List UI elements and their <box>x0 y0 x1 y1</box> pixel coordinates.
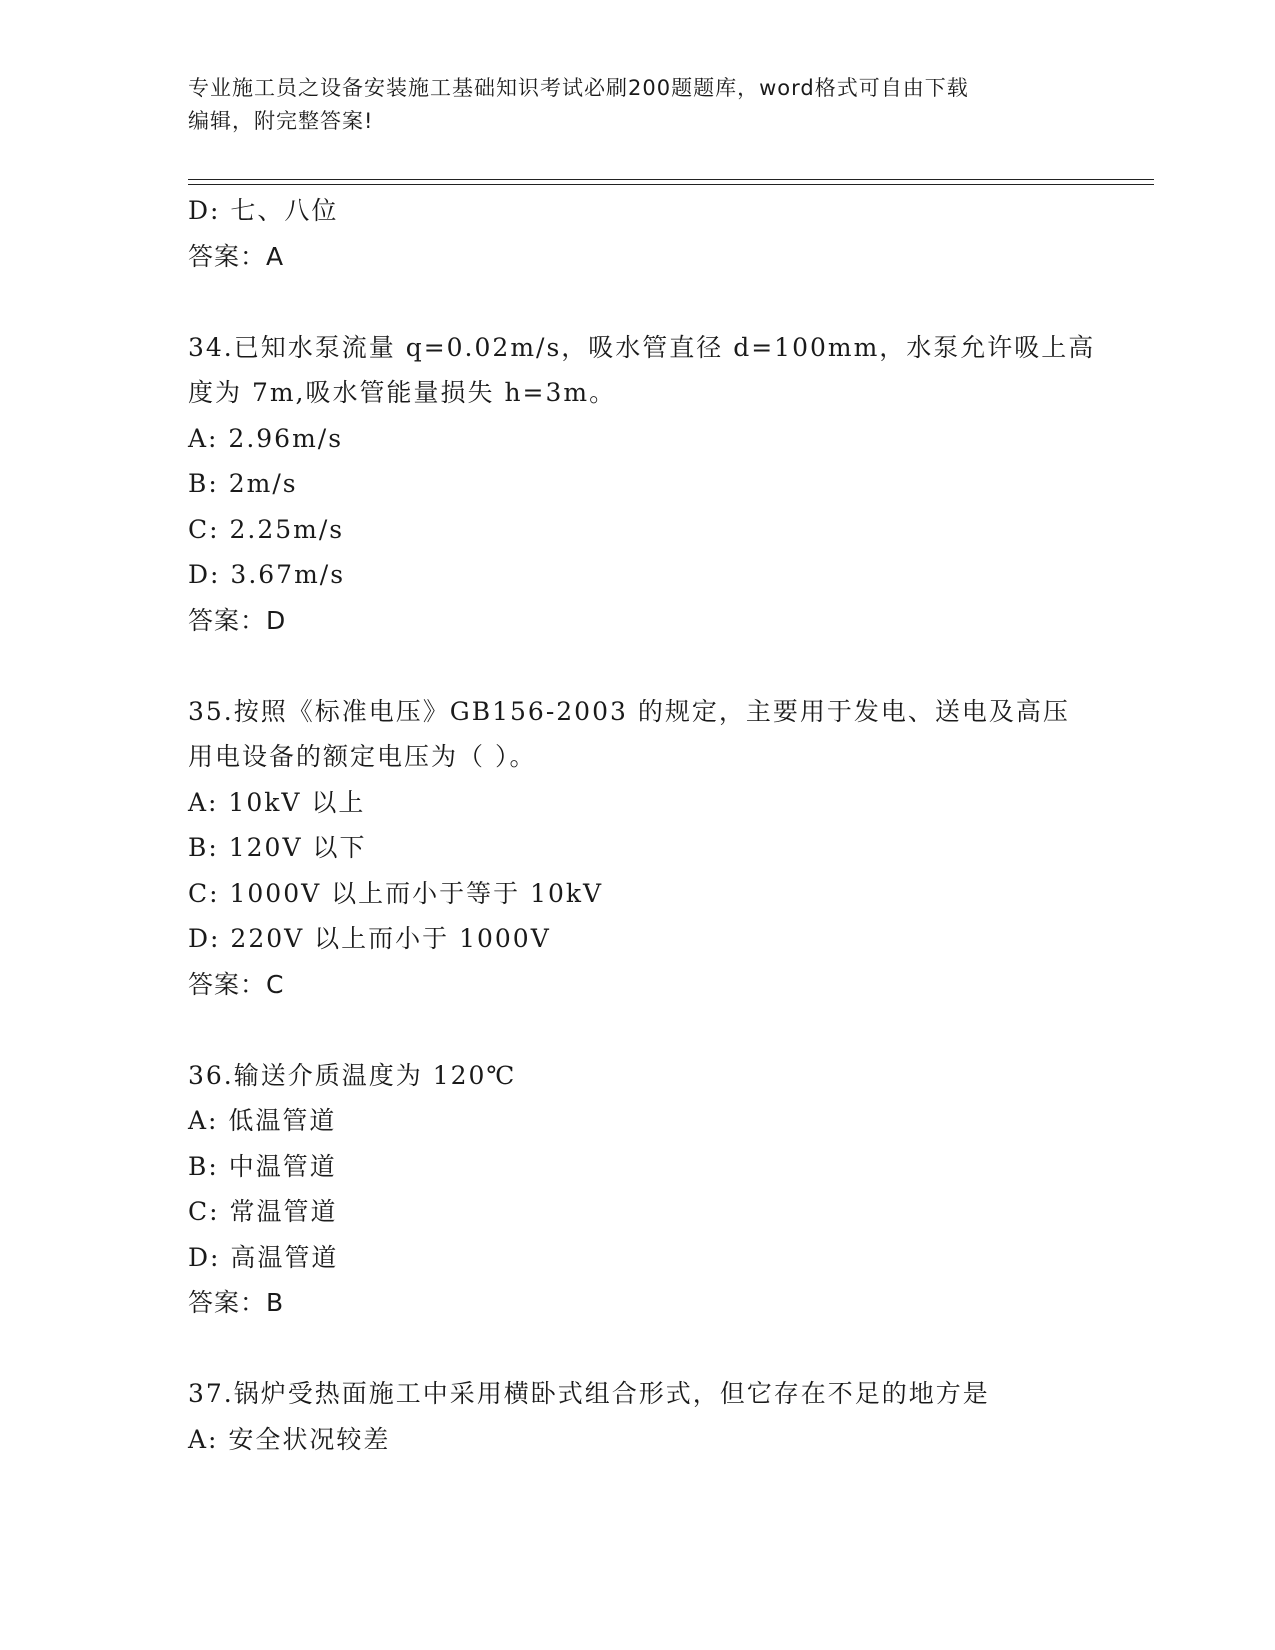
q36-option-c: C: 常温管道 <box>188 1197 338 1226</box>
q34-stem-line-1: 34.已知水泵流量 q=0.02m/s，吸水管直径 d=100mm，水泵允许吸上高 <box>188 332 1096 362</box>
q36-option-d: D: 高温管道 <box>188 1242 339 1272</box>
question-list <box>188 188 1096 1462</box>
q36-stem-line-1: 36.输送介质温度为 120℃ <box>188 1060 517 1090</box>
header-line-1: 专业施工员之设备安装施工基础知识考试必刷200题题库，word格式可自由下载 <box>188 76 969 100</box>
q34-option-a: A: 2.96m/s <box>188 423 344 453</box>
header-divider-top <box>188 179 1154 180</box>
q36-answer: 答案：B <box>188 1288 285 1317</box>
q35-stem-line-1: 35.按照《标准电压》GB156-2003 的规定，主要用于发电、送电及高压 <box>188 696 1070 726</box>
q34-option-d: D: 3.67m/s <box>188 560 346 589</box>
question-34 <box>188 325 1096 644</box>
q34-answer: 答案：D <box>188 605 287 635</box>
q35-option-b: B: 120V 以下 <box>188 833 367 862</box>
q35-option-d: D: 220V 以上而小于 1000V <box>188 924 551 953</box>
q37-option-a: A: 安全状况较差 <box>188 1424 391 1454</box>
q36-option-a: A: 低温管道 <box>188 1106 337 1135</box>
q37-stem-line-1: 37.锅炉受热面施工中采用横卧式组合形式，但它存在不足的地方是 <box>188 1379 990 1408</box>
question-37 <box>188 1371 1088 1462</box>
q33-option-d: D: 七、八位 <box>188 196 339 225</box>
q34-stem-line-2: 度为 7m,吸水管能量损失 h=3m。 <box>188 378 617 407</box>
question-35 <box>188 689 1088 1008</box>
q34-option-b: B: 2m/s <box>188 469 298 498</box>
header-line-2: 编辑，附完整答案! <box>188 109 374 133</box>
q34-option-c: C: 2.25m/s <box>188 514 345 544</box>
q35-stem-line-2: 用电设备的额定电压为（ ）。 <box>188 742 537 771</box>
header-divider-bottom <box>188 184 1154 185</box>
q33-answer: 答案：A <box>188 241 285 271</box>
q36-option-b: B: 中温管道 <box>188 1151 337 1181</box>
q35-option-a: A: 10kV 以上 <box>188 787 366 817</box>
q35-answer: 答案：C <box>188 969 285 999</box>
question-36 <box>188 1053 1088 1326</box>
q35-option-c: C: 1000V 以上而小于等于 10kV <box>188 878 604 908</box>
document-header <box>188 72 1068 138</box>
